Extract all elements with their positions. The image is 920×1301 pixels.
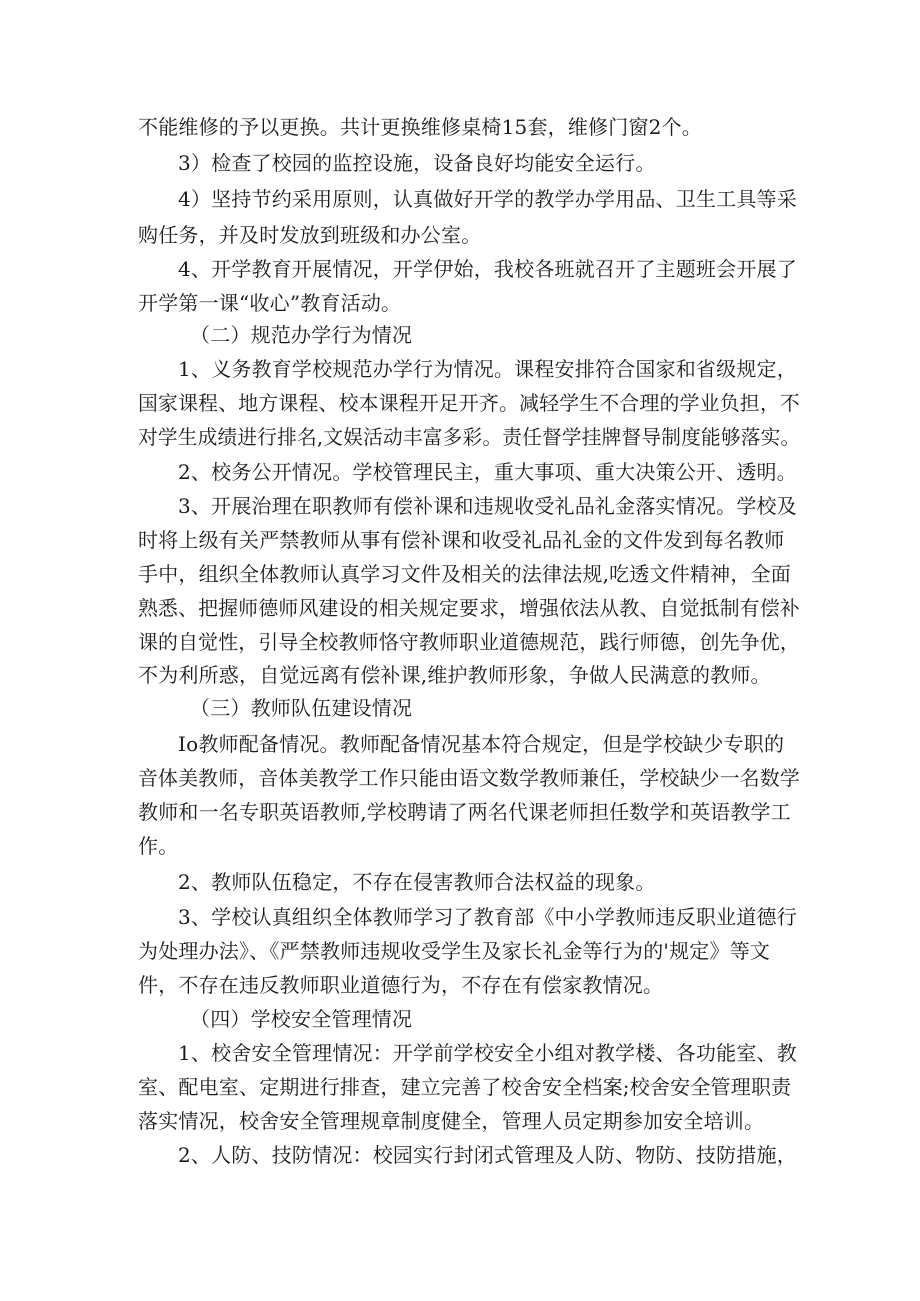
text-line: 4、开学教育开展情况，开学伊始，我校各班就召开了主题班会开展了 bbox=[178, 257, 797, 281]
text-line: 1、校舍安全管理情况：开学前学校安全小组对教学楼、各功能室、教 bbox=[178, 1041, 797, 1065]
text-line: 1、义务教育学校规范办学行为情况。课程安排符合国家和省级规定， bbox=[178, 357, 797, 381]
text-line: 不能维修的予以更换。共计更换维修桌椅15套，维修门窗2个。 bbox=[138, 115, 702, 139]
text-line: 落实情况，校舍安全管理规章制度健全，管理人员定期参加安全培训。 bbox=[138, 1109, 765, 1133]
text-line: 3）检查了校园的监控设施，设备良好均能安全运行。 bbox=[178, 151, 656, 175]
text-line: 4）坚持节约采用原则，认真做好开学的教学办学用品、卫生工具等采 bbox=[178, 187, 797, 211]
text-line: 对学生成绩进行排名,文娱活动丰富多彩。责任督学挂牌督导制度能够落实。 bbox=[138, 425, 801, 449]
text-line: 室、配电室、定期进行排查，建立完善了校舍安全档案;校舍安全管理职责 bbox=[138, 1075, 792, 1099]
text-line: 课的自觉性，引导全校教师恪守教师职业道德规范，践行师德，创先争优， bbox=[138, 630, 800, 654]
text-line: 教师和一名专职英语教师,学校聘请了两名代课老师担任数学和英语教学工 bbox=[138, 800, 791, 824]
text-line: 音体美教师，音体美教学工作只能由语文数学教师兼任，学校缺少一名数学 bbox=[138, 766, 800, 790]
text-line: Io教师配备情况。教师配备情况基本符合规定，但是学校缺少专职的 bbox=[178, 732, 785, 756]
text-line: 国家课程、地方课程、校本课程开足开齐。减轻学生不合理的学业负担，不 bbox=[138, 391, 800, 415]
text-line: 作。 bbox=[138, 834, 179, 858]
text-line: 3、学校认真组织全体教师学习了教育部《中小学教师违反职业道德行 bbox=[178, 905, 797, 929]
text-line: 手中，组织全体教师认真学习文件及相关的法律法规,吃透文件精神，全面 bbox=[138, 562, 791, 586]
text-line: 2、人防、技防情况：校园实行封闭式管理及人防、物防、技防措施， bbox=[178, 1143, 797, 1167]
text-line: 开学第一课“收心”教育活动。 bbox=[138, 291, 402, 315]
text-line: 件，不存在违反教师职业道德行为，不存在有偿家教情况。 bbox=[138, 973, 664, 997]
text-line: 不为利所惑，自觉远离有偿补课,维护教师形象，争做人民满意的教师。 bbox=[138, 663, 771, 687]
text-line: 2、教师队伍稳定，不存在侵害教师合法权益的现象。 bbox=[178, 870, 656, 894]
section-heading: （二）规范办学行为情况 bbox=[190, 323, 413, 347]
section-heading: （四）学校安全管理情况 bbox=[190, 1007, 413, 1031]
text-line: 3、开展治理在职教师有偿补课和违规收受礼品礼金落实情况。学校及 bbox=[178, 494, 797, 518]
text-line: 熟悉、把握师德师风建设的相关规定要求，增强依法从教、自觉抵制有偿补 bbox=[138, 596, 800, 620]
text-line: 为处理办法》、《严禁教师违规收受学生及家长礼金等行为的'规定》等文 bbox=[138, 939, 771, 963]
text-line: 2、校务公开情况。学校管理民主，重大事项、重大决策公开、透明。 bbox=[178, 460, 797, 484]
text-line: 时将上级有关严禁教师从事有偿补课和收受礼品礼金的文件发到每名教师 bbox=[138, 528, 785, 552]
text-line: 购任务，并及时发放到班级和办公室。 bbox=[138, 223, 482, 247]
section-heading: （三）教师队伍建设情况 bbox=[190, 696, 413, 720]
